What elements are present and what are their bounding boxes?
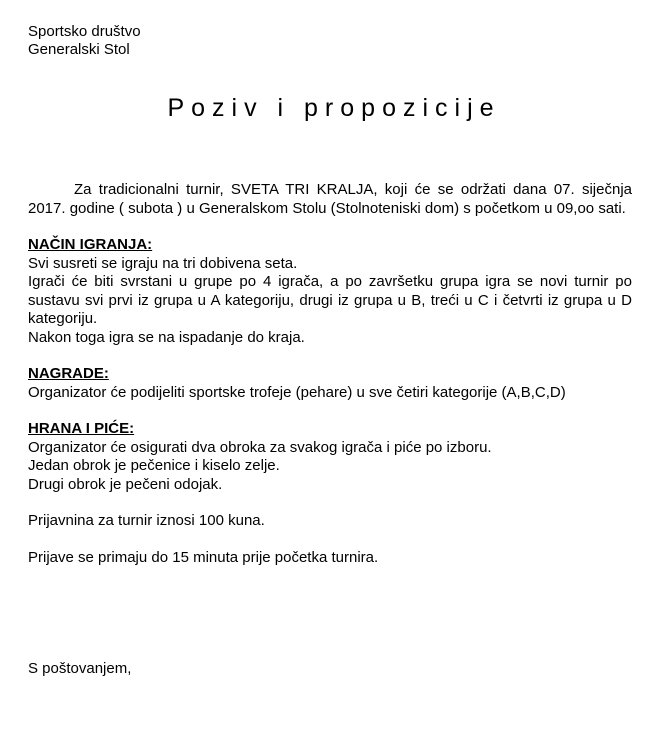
section-nagrade: [28, 365, 632, 402]
nacin-igranja-line-1: Svi susreti se igraju na tri dobivena seta.: [28, 254, 298, 272]
prijave-paragraph: Prijave se primaju do 15 minuta prije početka turnira.: [28, 548, 379, 566]
hrana-line-3: Drugi obrok je pečeni odojak.: [28, 475, 223, 493]
section-heading-nagrade: NAGRADE:: [28, 365, 109, 382]
document-title: Poziv i propozicije: [167, 94, 501, 122]
document-body: [28, 181, 632, 582]
hrana-line-2: Jedan obrok je pečenice i kiselo zelje.: [28, 457, 280, 474]
section-nacin-igranja: [28, 236, 632, 347]
hrana-line-1: Organizator će osigurati dva obroka za svakog igrača i piće po izboru.: [28, 438, 492, 456]
section-hrana: [28, 420, 632, 494]
signoff: S poštovanjem,: [28, 660, 132, 677]
organization-line-1: Sportsko društvo: [28, 23, 141, 40]
section-heading-hrana: HRANA I PIĆE:: [28, 420, 135, 437]
organization-line-2: Generalski Stol: [28, 41, 130, 58]
nacin-igranja-line-3: Nakon toga igra se na ispadanje do kraja.: [28, 328, 305, 346]
intro-paragraph: Za tradicionalni turnir, SVETA TRI KRALJA, koji će se održati dana 07. siječnja 2017. godine ( subota ) u Generalskom Stolu (Stolnoteniski dom) s početkom u 09,oo sati.: [28, 181, 632, 217]
nacin-igranja-line-2: Igrači će biti svrstani u grupe po 4 igrača, a po završetku grupa igra se novi turnir po sustavu svi prvi iz grupa u A kategoriju, drugi iz grupa u B, treći u C i četvrti iz grupa u D kategoriju.: [28, 273, 632, 327]
organization-header: [28, 23, 141, 59]
nagrade-line-1: Organizator će podijeliti sportske trofeje (pehare) u sve četiri kategorije (A,B,C,D): [28, 383, 566, 401]
section-heading-nacin-igranja: NAČIN IGRANJA:: [28, 236, 153, 253]
prijavnina-paragraph: Prijavnina za turnir iznosi 100 kuna.: [28, 512, 265, 529]
